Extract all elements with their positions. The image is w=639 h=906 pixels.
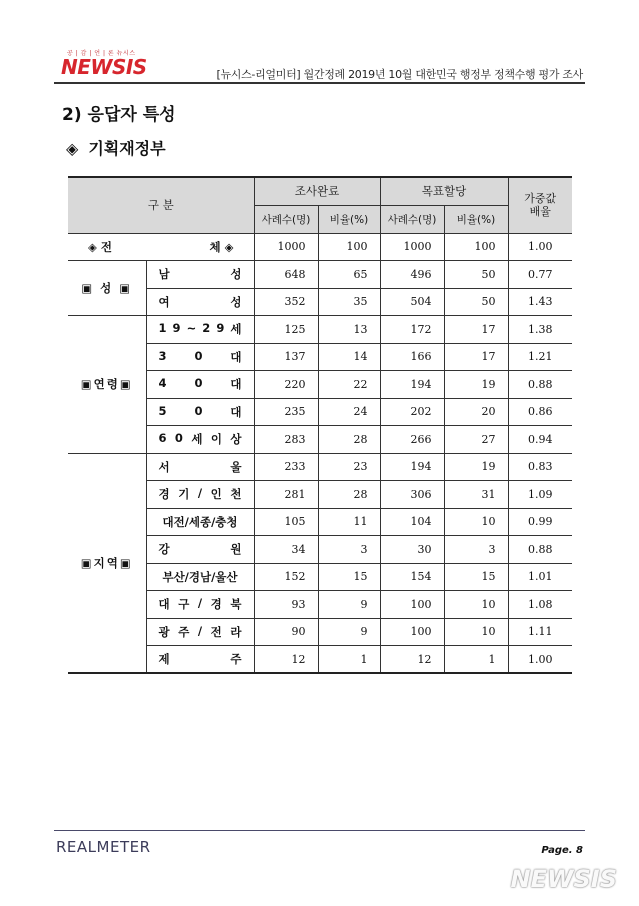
category-label xyxy=(146,591,254,619)
target-ratio-cell: 10 xyxy=(444,618,508,646)
target-ratio-cell: 27 xyxy=(444,426,508,454)
cases-cell: 34 xyxy=(254,536,318,564)
weight-cell: 1.01 xyxy=(508,563,572,591)
header-weight-text: 가중값 배율 xyxy=(524,192,557,219)
target-cases-cell: 504 xyxy=(380,288,444,316)
total-label-right: 체 ◈ xyxy=(209,239,234,254)
category-char: 3 xyxy=(158,348,167,363)
category-label xyxy=(146,481,254,509)
total-target-ratio: 100 xyxy=(444,233,508,261)
header-target-ratio: 비율(%) xyxy=(444,205,508,233)
category-char: 라 xyxy=(230,624,242,639)
category-label xyxy=(146,343,254,371)
ratio-cell: 15 xyxy=(318,563,380,591)
target-ratio-cell: 20 xyxy=(444,398,508,426)
newsis-logo xyxy=(55,48,165,78)
category-char: 0 xyxy=(194,403,203,418)
cases-cell: 105 xyxy=(254,508,318,536)
category-char: 천 xyxy=(230,487,242,502)
document-header-title: [뉴시스-리얼미터] 월간정례 2019년 10월 대한민국 행정부 정책수행 평가 조사 xyxy=(216,68,583,81)
category-char: / xyxy=(197,486,203,501)
category-char: 9 xyxy=(172,321,181,336)
target-cases-cell: 496 xyxy=(380,261,444,289)
cases-cell: 137 xyxy=(254,343,318,371)
group-label: ▣연령▣ xyxy=(68,316,146,454)
category-label xyxy=(146,288,254,316)
weight-cell: 1.08 xyxy=(508,591,572,619)
ratio-cell: 13 xyxy=(318,316,380,344)
target-cases-cell: 194 xyxy=(380,371,444,399)
category-char: ~ xyxy=(186,321,197,336)
table-row-total xyxy=(68,233,572,261)
sub-title-text: 기획재정부 xyxy=(88,139,166,158)
category-char: 4 xyxy=(158,376,167,391)
ratio-cell: 14 xyxy=(318,343,380,371)
target-ratio-cell: 17 xyxy=(444,316,508,344)
group-label: ▣ 성 ▣ xyxy=(68,261,146,316)
category-char: 1 xyxy=(158,321,167,336)
target-ratio-cell: 10 xyxy=(444,591,508,619)
category-char: 서 xyxy=(158,459,170,474)
ratio-cell: 11 xyxy=(318,508,380,536)
header-weight xyxy=(508,177,572,233)
weight-cell: 0.83 xyxy=(508,453,572,481)
category-char: 울 xyxy=(230,459,242,474)
category-char: 전 xyxy=(210,624,222,639)
ratio-cell: 23 xyxy=(318,453,380,481)
category-label xyxy=(146,536,254,564)
category-char: / xyxy=(197,596,203,611)
target-cases-cell: 166 xyxy=(380,343,444,371)
category-char: 대 xyxy=(158,597,170,612)
weight-cell: 1.00 xyxy=(508,646,572,674)
diamond-icon: ◈ xyxy=(66,139,79,158)
weight-cell: 1.43 xyxy=(508,288,572,316)
ratio-cell: 22 xyxy=(318,371,380,399)
category-char: 성 xyxy=(230,267,242,282)
ratio-cell: 28 xyxy=(318,426,380,454)
total-target-cases: 1000 xyxy=(380,233,444,261)
section-title: 2) 응답자 특성 xyxy=(62,105,176,125)
weight-cell: 0.88 xyxy=(508,371,572,399)
table-row xyxy=(68,316,572,344)
weight-cell: 0.99 xyxy=(508,508,572,536)
category-label xyxy=(146,398,254,426)
cases-cell: 283 xyxy=(254,426,318,454)
ratio-cell: 24 xyxy=(318,398,380,426)
cases-cell: 235 xyxy=(254,398,318,426)
total-ratio: 100 xyxy=(318,233,380,261)
cases-cell: 352 xyxy=(254,288,318,316)
sub-title xyxy=(66,136,166,159)
page-number: Page. 8 xyxy=(541,845,583,856)
ratio-cell: 9 xyxy=(318,618,380,646)
target-cases-cell: 30 xyxy=(380,536,444,564)
target-cases-cell: 100 xyxy=(380,618,444,646)
category-char: 0 xyxy=(194,348,203,363)
category-char: 대 xyxy=(230,377,242,392)
target-cases-cell: 202 xyxy=(380,398,444,426)
cases-cell: 152 xyxy=(254,563,318,591)
logo-tagline: 공 | 감 | 언 | 론 뉴시스 xyxy=(67,50,136,57)
table-body xyxy=(68,233,572,673)
cases-cell: 233 xyxy=(254,453,318,481)
category-char: 남 xyxy=(158,267,170,282)
category-char: 상 xyxy=(230,432,242,447)
target-ratio-cell: 17 xyxy=(444,343,508,371)
category-char: 0 xyxy=(194,376,203,391)
table-row xyxy=(68,453,572,481)
category-label xyxy=(146,453,254,481)
category-char: 세 xyxy=(230,322,242,337)
target-ratio-cell: 19 xyxy=(444,453,508,481)
ratio-cell: 35 xyxy=(318,288,380,316)
category-char: 세 xyxy=(191,432,203,447)
ratio-cell: 1 xyxy=(318,646,380,674)
category-label xyxy=(146,426,254,454)
category-char: 성 xyxy=(230,294,242,309)
target-ratio-cell: 50 xyxy=(444,261,508,289)
total-weight: 1.00 xyxy=(508,233,572,261)
weight-cell: 1.11 xyxy=(508,618,572,646)
category-char: 구 xyxy=(178,597,190,612)
weight-cell: 1.09 xyxy=(508,481,572,509)
group-label: ▣지역▣ xyxy=(68,453,146,673)
target-cases-cell: 100 xyxy=(380,591,444,619)
target-cases-cell: 12 xyxy=(380,646,444,674)
cases-cell: 12 xyxy=(254,646,318,674)
target-ratio-cell: 3 xyxy=(444,536,508,564)
weight-cell: 0.86 xyxy=(508,398,572,426)
ratio-cell: 28 xyxy=(318,481,380,509)
weight-cell: 1.21 xyxy=(508,343,572,371)
newsis-watermark: NEWSIS xyxy=(510,865,617,893)
footer-divider xyxy=(54,830,585,831)
total-label xyxy=(68,233,254,261)
logo-wordmark: NEWSIS xyxy=(61,55,147,79)
category-char: 부산/경남/울산 xyxy=(162,569,238,584)
cases-cell: 648 xyxy=(254,261,318,289)
target-cases-cell: 104 xyxy=(380,508,444,536)
category-char: 경 xyxy=(158,487,170,502)
category-char: 북 xyxy=(230,597,242,612)
target-cases-cell: 194 xyxy=(380,453,444,481)
category-char: 이 xyxy=(210,432,222,447)
target-ratio-cell: 10 xyxy=(444,508,508,536)
cases-cell: 281 xyxy=(254,481,318,509)
category-label xyxy=(146,563,254,591)
header-ratio: 비율(%) xyxy=(318,205,380,233)
category-char: 제 xyxy=(158,652,170,666)
category-char: 여 xyxy=(158,294,170,309)
weight-cell: 1.38 xyxy=(508,316,572,344)
category-label xyxy=(146,316,254,344)
realmeter-logo: REALMETER xyxy=(56,838,151,856)
category-char: 5 xyxy=(158,403,167,418)
cases-cell: 90 xyxy=(254,618,318,646)
target-ratio-cell: 15 xyxy=(444,563,508,591)
header-target-allocation: 목표할당 xyxy=(380,177,508,205)
table-row xyxy=(68,261,572,289)
target-cases-cell: 172 xyxy=(380,316,444,344)
cases-cell: 125 xyxy=(254,316,318,344)
category-char: 9 xyxy=(216,321,225,336)
header-group: 구 분 xyxy=(68,177,254,233)
target-cases-cell: 266 xyxy=(380,426,444,454)
target-ratio-cell: 50 xyxy=(444,288,508,316)
category-char: 인 xyxy=(210,487,222,502)
category-char: 2 xyxy=(202,321,211,336)
total-label-left: ◈ 전 xyxy=(88,239,112,254)
respondent-table xyxy=(68,176,572,674)
category-char: 주 xyxy=(230,652,242,666)
header-cases: 사례수(명) xyxy=(254,205,318,233)
category-label xyxy=(146,646,254,674)
category-char: 주 xyxy=(178,624,190,639)
cases-cell: 220 xyxy=(254,371,318,399)
header-divider xyxy=(54,82,585,84)
target-ratio-cell: 19 xyxy=(444,371,508,399)
total-cases: 1000 xyxy=(254,233,318,261)
weight-cell: 0.77 xyxy=(508,261,572,289)
category-char: 6 xyxy=(158,431,167,446)
category-char: 경 xyxy=(210,597,222,612)
target-cases-cell: 306 xyxy=(380,481,444,509)
target-cases-cell: 154 xyxy=(380,563,444,591)
header-target-cases: 사례수(명) xyxy=(380,205,444,233)
cases-cell: 93 xyxy=(254,591,318,619)
category-char: 대 xyxy=(230,349,242,364)
target-ratio-cell: 31 xyxy=(444,481,508,509)
weight-cell: 0.94 xyxy=(508,426,572,454)
category-label xyxy=(146,371,254,399)
category-char: 광 xyxy=(158,624,170,639)
category-char: 대 xyxy=(230,404,242,419)
ratio-cell: 3 xyxy=(318,536,380,564)
category-label xyxy=(146,261,254,289)
header-survey-complete: 조사완료 xyxy=(254,177,380,205)
ratio-cell: 65 xyxy=(318,261,380,289)
category-char: 기 xyxy=(178,487,190,502)
weight-cell: 0.88 xyxy=(508,536,572,564)
category-char: 대전/세종/충청 xyxy=(162,514,238,529)
target-ratio-cell: 1 xyxy=(444,646,508,674)
category-char: 0 xyxy=(174,431,183,446)
ratio-cell: 9 xyxy=(318,591,380,619)
category-label xyxy=(146,508,254,536)
category-char: 강 xyxy=(158,542,170,557)
category-char: / xyxy=(197,623,203,638)
category-label xyxy=(146,618,254,646)
category-char: 원 xyxy=(230,542,242,557)
